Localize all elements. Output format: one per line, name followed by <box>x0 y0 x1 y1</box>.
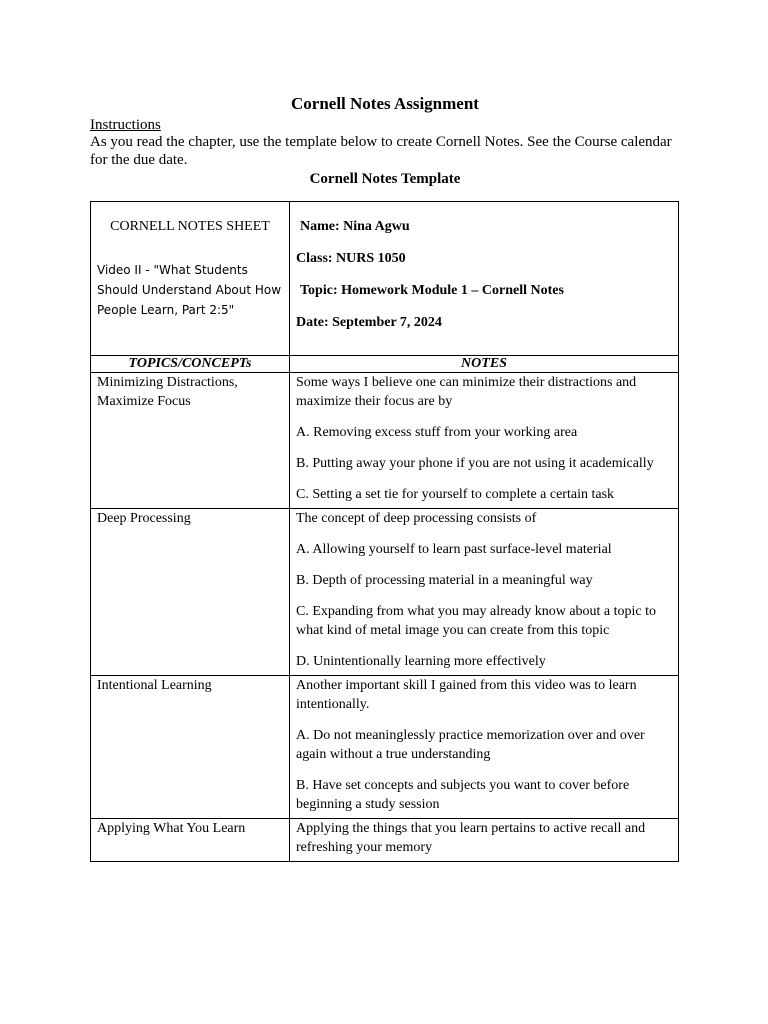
cornell-notes-table <box>90 201 679 862</box>
note-text: A. Do not meaninglessly practice memorization over and over again without a true understanding <box>296 728 645 762</box>
assignment-topic: Topic: Homework Module 1 – Cornell Notes <box>300 283 564 298</box>
notes-column-header: NOTES <box>290 356 679 373</box>
video-title: Video II - "What Students Should Understand About How People Learn, Part 2:5" <box>97 263 282 317</box>
topic-cell <box>91 509 290 676</box>
note-text: C. Expanding from what you may already know about a topic to what kind of metal image you can create from this topic <box>296 604 657 638</box>
note-text: A. Allowing yourself to learn past surface-level material <box>296 542 612 557</box>
topic-label: Intentional Learning <box>97 678 212 693</box>
topic-cell <box>91 819 290 862</box>
topic-cell <box>91 676 290 819</box>
note-text: D. Unintentionally learning more effectively <box>296 654 546 669</box>
table-row <box>91 373 679 509</box>
student-name: Name: Nina Agwu <box>300 219 410 234</box>
document-page <box>90 94 680 855</box>
note-text: B. Depth of processing material in a meaningful way <box>296 573 593 588</box>
instructions-text: As you read the chapter, use the template below to create Cornell Notes. See the Course calendar for the due date. <box>90 134 672 168</box>
sheet-title: CORNELL NOTES SHEET <box>110 219 270 234</box>
table-row <box>91 819 679 862</box>
note-text: Some ways I believe one can minimize their distractions and maximize their focus are by <box>296 375 637 409</box>
header-right-cell <box>290 202 679 356</box>
notes-cell <box>290 373 679 509</box>
notes-cell <box>290 819 679 862</box>
class-name: Class: NURS 1050 <box>296 251 406 266</box>
topic-label: Minimizing Distractions, Maximize Focus <box>97 375 238 409</box>
document-title: Cornell Notes Assignment <box>291 94 479 113</box>
note-text: B. Have set concepts and subjects you want to cover before beginning a study session <box>296 778 630 812</box>
instructions-heading: Instructions <box>90 117 161 133</box>
topics-column-header: TOPICS/CONCEPTs <box>91 356 290 373</box>
note-text: Another important skill I gained from this video was to learn intentionally. <box>296 678 637 712</box>
topic-label: Deep Processing <box>97 511 191 526</box>
table-row <box>91 676 679 819</box>
note-text: The concept of deep processing consists of <box>296 511 537 526</box>
notes-cell <box>290 509 679 676</box>
note-text: Applying the things that you learn pertains to active recall and refreshing your memory <box>296 821 646 855</box>
template-title: Cornell Notes Template <box>309 171 461 187</box>
column-header-row <box>91 356 679 373</box>
header-row <box>91 202 679 356</box>
note-text: C. Setting a set tie for yourself to complete a certain task <box>296 487 615 502</box>
note-text: A. Removing excess stuff from your working area <box>296 425 578 440</box>
topic-label: Applying What You Learn <box>97 821 246 836</box>
assignment-date: Date: September 7, 2024 <box>296 315 442 330</box>
table-row <box>91 509 679 676</box>
topic-cell <box>91 373 290 509</box>
header-left-cell <box>91 202 290 356</box>
notes-cell <box>290 676 679 819</box>
note-text: B. Putting away your phone if you are not using it academically <box>296 456 654 471</box>
